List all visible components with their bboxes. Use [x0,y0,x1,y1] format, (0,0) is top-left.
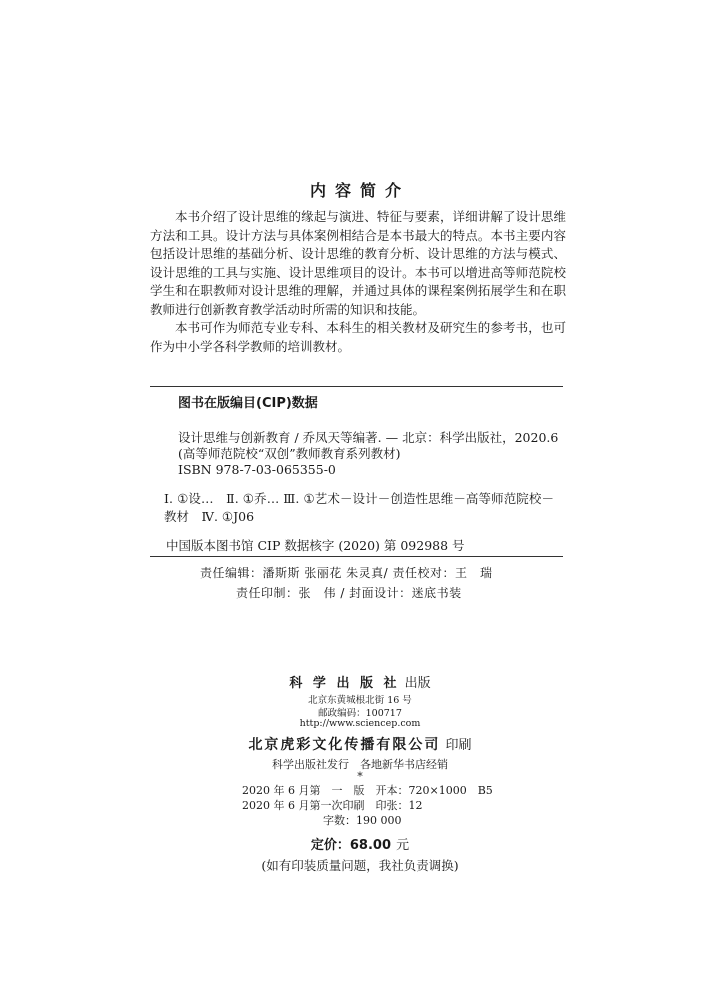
summary-paragraph: 本书介绍了设计思维的缘起与演进、特征与要素，详细讲解了设计思维方法和工具。设计方法与具体案例相结合是本书最大的特点。本书主要内容包括设计思维的基础分析、设计思维的教育分析、设计思维的方法与模式、设计思维的工具与实施、设计思维项目的设计。本书可以增进高等师范院校学生和在职教师对设计思维的理解，并通过具体的课程案例拓展学生和在职教师进行创新教育教学活动时所需的知识和技能。 [150,209,566,317]
edition-line: 2020 年 6 月第 一 版 开本：720×1000 B5 [242,784,493,797]
publisher-name: 科 学 出 版 社 [289,676,400,691]
cip-bottom-rule [150,556,563,557]
cip-top-rule [150,386,563,387]
publisher-address: 北京东黄城根北街 16 号 [308,695,412,706]
price-value: 68.00 [349,838,392,853]
printer-suffix: 印刷 [445,738,472,753]
printer-line [0,734,720,754]
distribution-line: 科学出版社发行 各地新华书店经销 [272,758,448,771]
publisher-suffix: 出版 [404,676,431,691]
cip-series-line: (高等师范院校“双创”教师教育系列教材) [178,446,401,461]
cip-isbn: ISBN 978-7-03-065355-0 [178,462,336,477]
cip-classification: Ⅰ. ①设… Ⅱ. ①乔… Ⅲ. ①艺术－设计－创造性思维－高等师范院校－教材 Ⅳ. ①J06 [164,491,554,524]
credits-production: 责任印制：张 伟 / 封面设计：迷底书装 [236,586,462,600]
word-count: 字数：190 000 [323,814,402,827]
summary-paragraph: 本书可作为师范专业专科、本科生的相关教材及研究生的参考书，也可作为中小学各科学教师的培训教材。 [150,320,566,354]
price-line [0,834,720,853]
cip-heading: 图书在版编目(CIP)数据 [178,396,318,411]
publisher-postcode: 邮政编码：100717 [318,708,402,719]
summary-title: 内容简介 [309,181,410,200]
cip-record-number: 中国版本图书馆 CIP 数据核字 (2020) 第 092988 号 [166,538,465,553]
divider-star: * [357,770,363,783]
quality-notice: (如有印装质量问题，我社负责调换) [261,858,459,873]
publisher-line [0,672,720,691]
credits-editors: 责任编辑：潘斯斯 张丽花 朱灵真/ 责任校对：王 瑞 [200,566,493,580]
printer-name: 北京虎彩文化传播有限公司 [248,737,441,753]
cip-title-line: 设计思维与创新教育 / 乔凤天等编著. — 北京：科学出版社，2020.6 [178,430,559,445]
price-label: 定价： [310,838,350,853]
publisher-website: http://www.sciencep.com [299,718,421,729]
printing-line: 2020 年 6 月第一次印刷 印张：12 [242,799,423,812]
price-unit: 元 [396,838,410,853]
summary-body [150,208,566,356]
